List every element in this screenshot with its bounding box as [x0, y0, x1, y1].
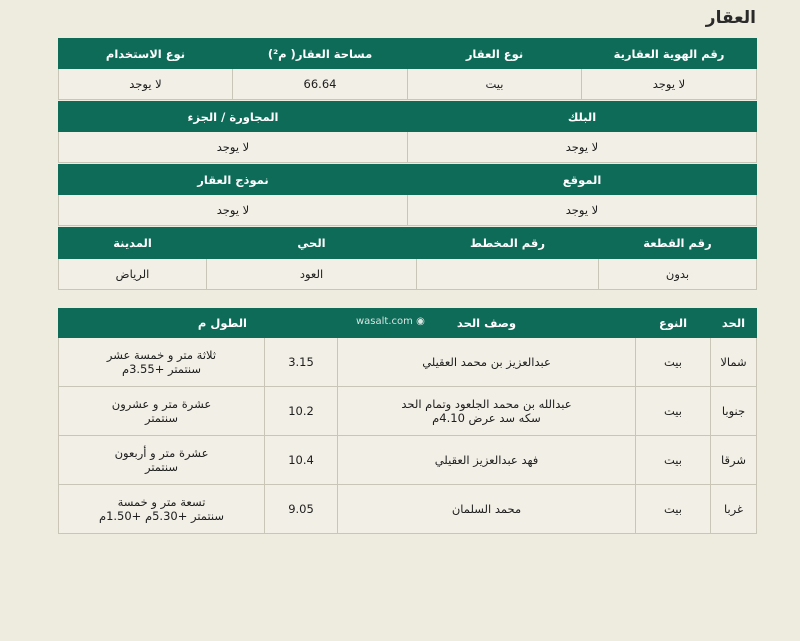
- boundary-length: 3.15: [265, 338, 338, 387]
- header-usage-type: نوع الاستخدام: [59, 39, 233, 69]
- description-line: سكه سد عرض 4.10م: [432, 411, 541, 425]
- value-property-type: بيت: [408, 69, 582, 100]
- property-info-table: [58, 38, 757, 100]
- value-city: الرياض: [59, 259, 207, 290]
- length-words-line: ثلاثة متر و خمسة عشر: [106, 348, 217, 362]
- table-row: [59, 436, 757, 485]
- length-words-line: سنتمتر +5.30م +1.50م: [98, 509, 225, 523]
- header-city: المدينة: [59, 228, 207, 259]
- value-property-model: لا يوجد: [59, 195, 408, 226]
- value-location: لا يوجد: [408, 195, 757, 226]
- boundary-type: بيت: [636, 436, 711, 485]
- header-property-type: نوع العقار: [408, 39, 582, 69]
- header-plot-number: رقم القطعة: [599, 228, 757, 259]
- plot-info-table: [58, 227, 757, 290]
- description-line: محمد السلمان: [451, 502, 522, 516]
- length-words-line: عشرة متر و عشرون: [111, 397, 212, 411]
- table-row: [59, 485, 757, 534]
- value-usage-type: لا يوجد: [59, 69, 233, 100]
- value-neighborhood-part: لا يوجد: [59, 132, 408, 163]
- table-row: [59, 387, 757, 436]
- boundary-length-words: [59, 338, 265, 387]
- boundaries-table: [58, 308, 757, 534]
- boundary-length-words: [59, 485, 265, 534]
- length-words-line: سنتمتر +3.55م: [121, 362, 202, 376]
- boundary-description: [338, 387, 636, 436]
- boundary-length: 9.05: [265, 485, 338, 534]
- header-district: الحي: [207, 228, 417, 259]
- boundary-side: شرقا: [711, 436, 757, 485]
- value-district: العود: [207, 259, 417, 290]
- header-boundary: الحد: [711, 309, 757, 338]
- boundary-side: غربا: [711, 485, 757, 534]
- location-pin-icon: ◉: [416, 316, 425, 327]
- block-neighborhood-table: [58, 101, 757, 163]
- header-property-id: رقم الهوية العقارية: [582, 39, 757, 69]
- description-line: عبدالله بن محمد الجلعود وتمام الحد: [401, 397, 572, 411]
- value-property-id: لا يوجد: [582, 69, 757, 100]
- value-block: لا يوجد: [408, 132, 757, 163]
- header-length-label: الطول م: [197, 316, 247, 330]
- header-block: البلك: [408, 102, 757, 132]
- length-words-line: سنتمتر: [144, 411, 179, 425]
- header-boundary-type: النوع: [636, 309, 711, 338]
- watermark-text: wasalt.com: [356, 316, 413, 327]
- header-property-model: نموذج العقار: [59, 165, 408, 195]
- header-neighborhood-part: المجاورة / الجزء: [59, 102, 408, 132]
- value-plan-number: [417, 259, 599, 290]
- boundary-type: بيت: [636, 338, 711, 387]
- boundary-description: [338, 338, 636, 387]
- value-property-area: 66.64: [233, 69, 408, 100]
- boundary-length: 10.4: [265, 436, 338, 485]
- boundary-length-words: [59, 436, 265, 485]
- header-boundary-description: وصف الحد: [338, 309, 636, 338]
- section-title: العقار: [705, 8, 756, 28]
- boundary-length: 10.2: [265, 387, 338, 436]
- boundary-description: [338, 436, 636, 485]
- length-words-line: سنتمتر: [144, 460, 179, 474]
- header-plan-number: رقم المخطط: [417, 228, 599, 259]
- table-row: [59, 338, 757, 387]
- boundary-type: بيت: [636, 387, 711, 436]
- boundary-side: جنوبا: [711, 387, 757, 436]
- value-plot-number: بدون: [599, 259, 757, 290]
- boundary-description: [338, 485, 636, 534]
- header-length: [59, 309, 338, 338]
- description-line: فهد عبدالعزيز العقيلي: [434, 453, 539, 467]
- boundary-length-words: [59, 387, 265, 436]
- header-location: الموقع: [408, 165, 757, 195]
- watermark: [356, 316, 425, 327]
- header-property-area: مساحة العقار( م²): [233, 39, 408, 69]
- length-words-line: عشرة متر و أربعون: [114, 446, 209, 460]
- location-model-table: [58, 164, 757, 226]
- boundary-side: شمالا: [711, 338, 757, 387]
- boundary-type: بيت: [636, 485, 711, 534]
- description-line: عبدالعزيز بن محمد العقيلي: [422, 355, 551, 369]
- length-words-line: تسعة متر و خمسة: [117, 495, 206, 509]
